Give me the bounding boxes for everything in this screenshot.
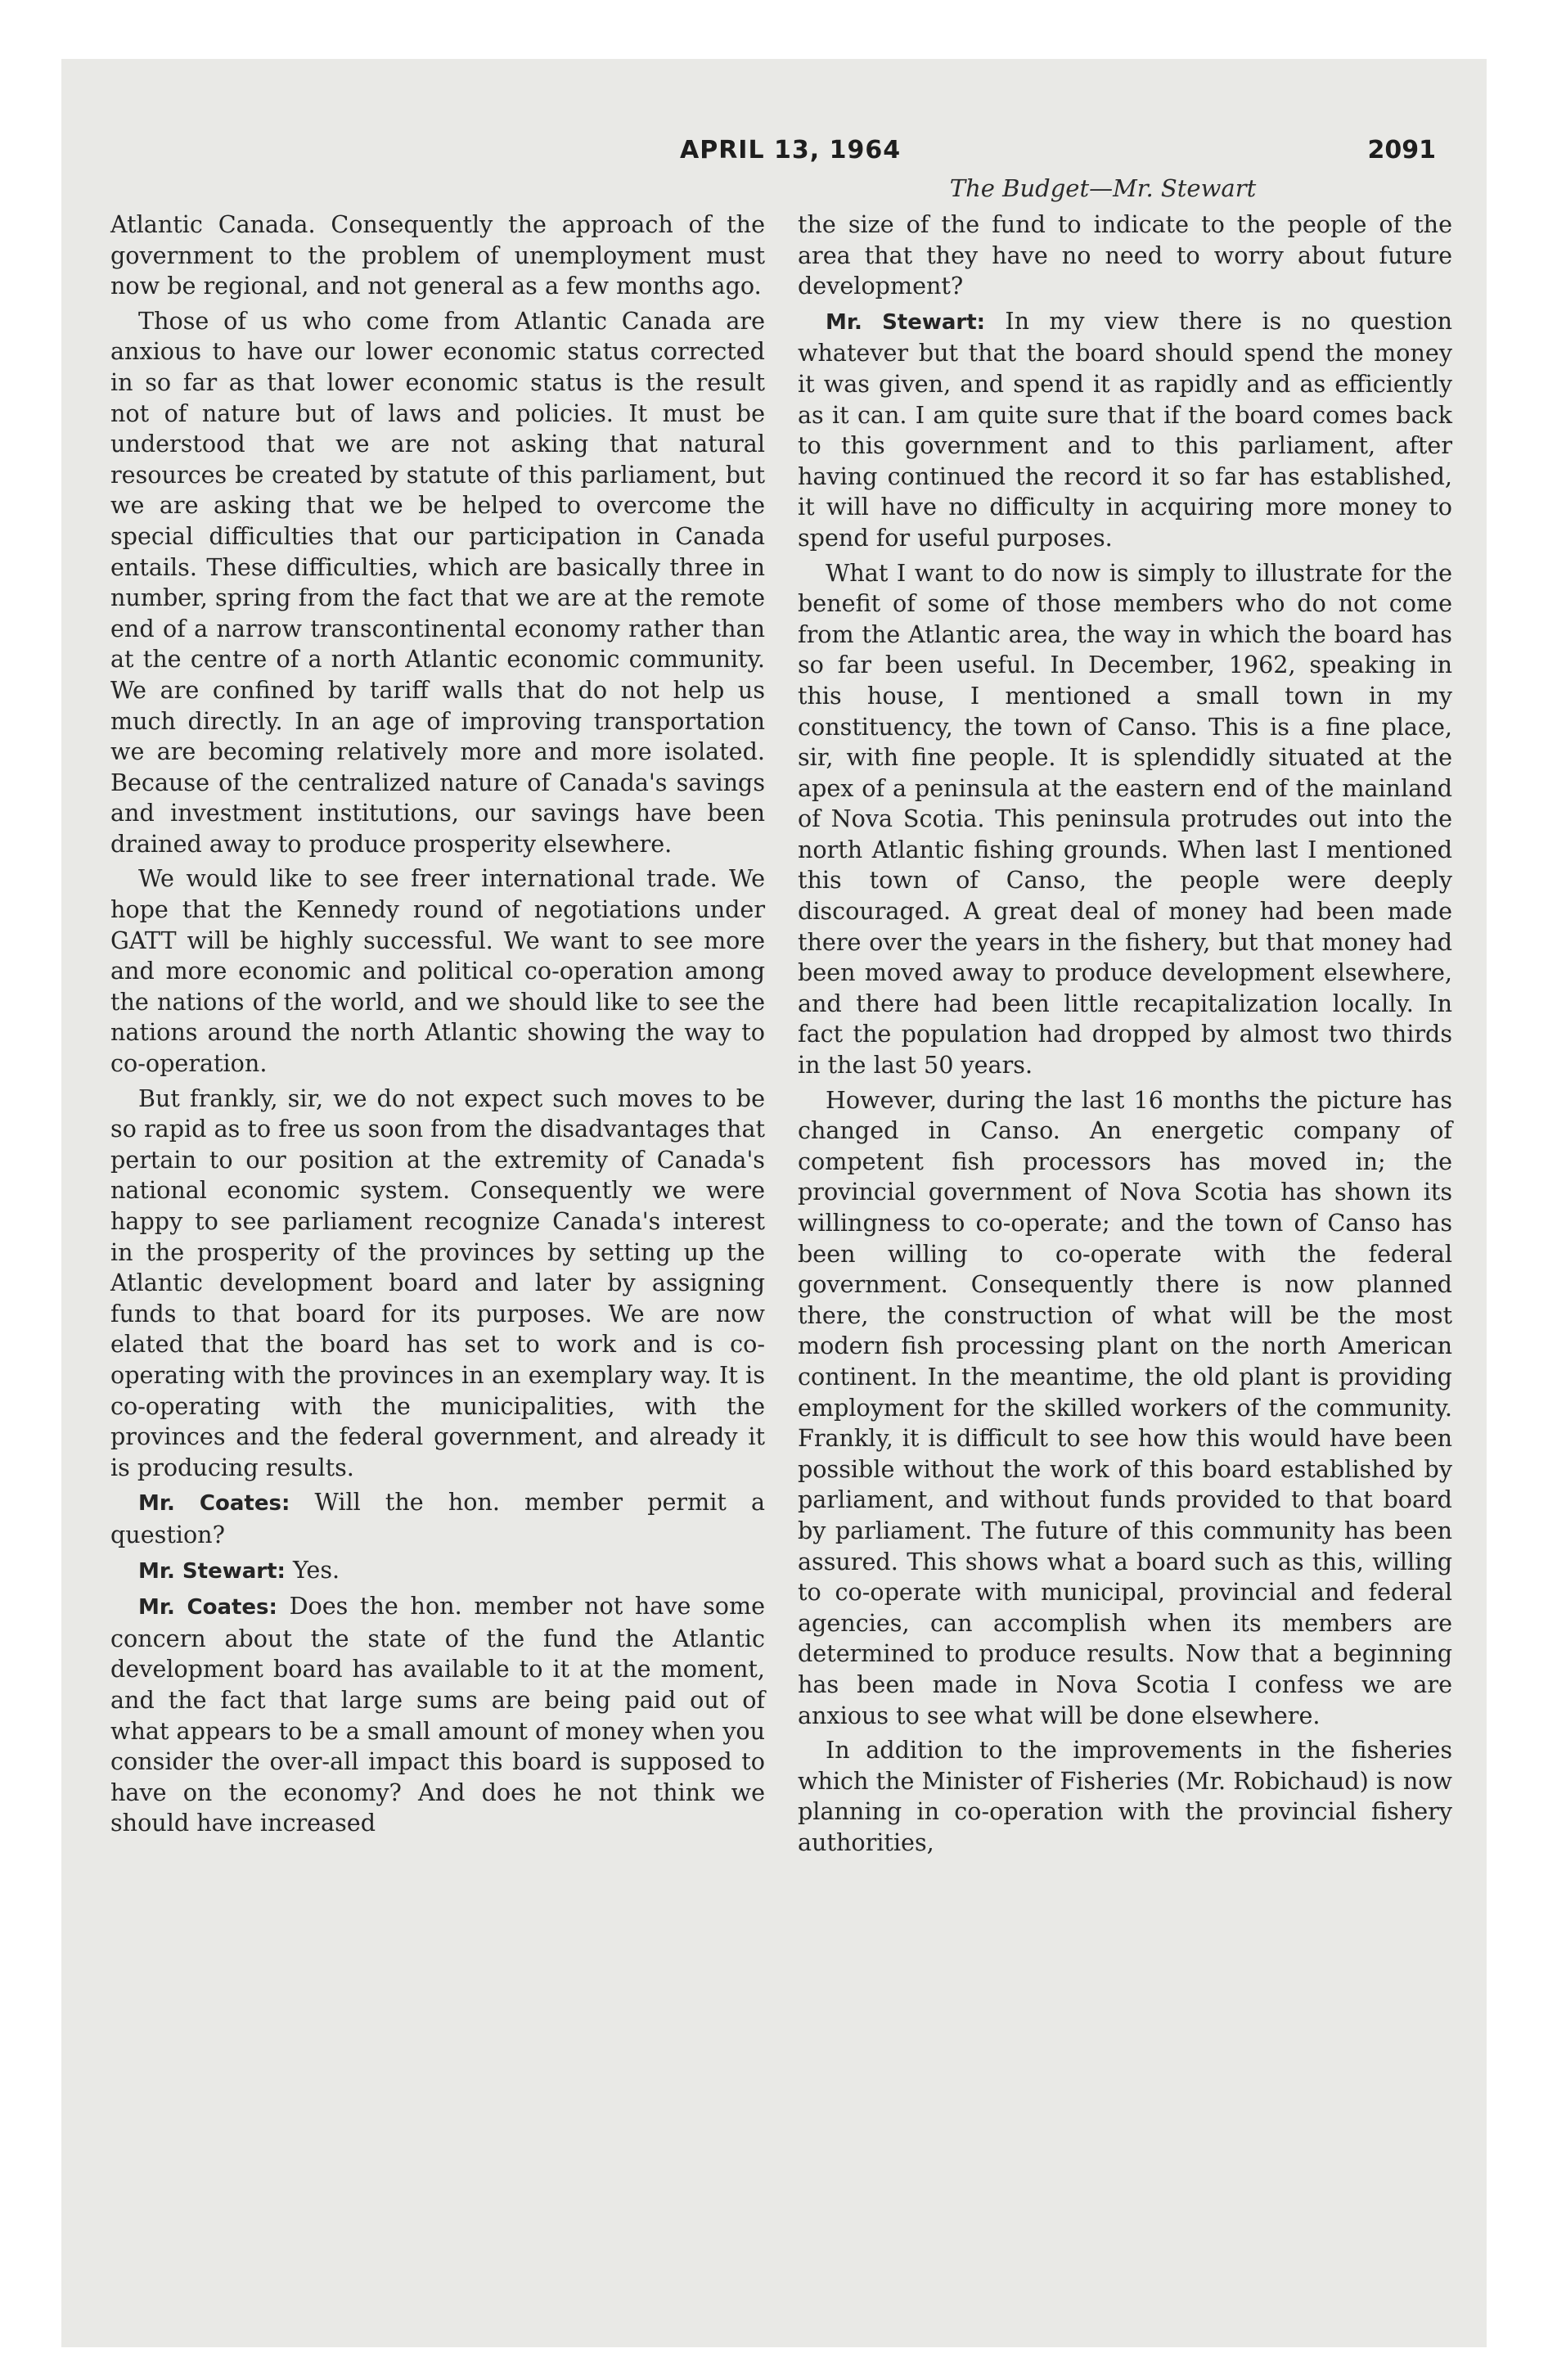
paragraph: But frankly, sir, we do not expect such moves to be so rapid as to free us soon from the disadvantages that pertain to our position at the extremity of Canada's national economic system. Consequently we were happy to see parliament recognize Canada's interest in the prosperity of the provinces by setting up the Atlantic development board and later by assigning funds to that board for its purposes. We are now elated that the board has set to work and is co-operating with the provinces in an exemplary way. It is co-operating with the municipalities, with the provinces and the federal government, and already it is producing results.	[110, 1084, 765, 1481]
speech-paragraph	[110, 1591, 765, 1839]
speech-paragraph	[798, 306, 1452, 554]
speaker-name: Mr. Stewart:	[138, 1558, 286, 1584]
speech-text: Does the hon. member not have some concern about the state of the fund the Atlantic development board has available to it at the moment, and the fact that large sums are being paid out of what appears to be a small amount of money when you consider the over-all impact this board is supposed to have on the economy? And does he not think we should have increased	[110, 1592, 766, 1837]
header-date: APRIL 13, 1964	[680, 136, 902, 165]
speaker-name: Mr. Coates:	[138, 1595, 277, 1620]
speech-text: Will the hon. member permit a question?	[110, 1488, 765, 1548]
page-number: 2091	[1367, 136, 1436, 165]
speech-text: In my view there is no question whatever but that the board should spend the money it was given, and spend it as rapidly and as efficiently as it can. I am quite sure that if the board comes back to this government and to this parliament, after having continued the record it so far has established, it will have no difficulty in acquiring more money to spend for useful purposes.	[798, 306, 1453, 552]
page-sheet	[61, 59, 1487, 2347]
paragraph: We would like to see freer international trade. We hope that the Kennedy round of negotiations under GATT will be highly successful. We want to see more and more economic and political co-operation among the nations of the world, and we should like to see the nations around the north Atlantic showing the way to co-operation.	[110, 864, 765, 1078]
speech-text: Yes.	[285, 1555, 340, 1584]
paragraph: In addition to the improvements in the fisheries which the Minister of Fisheries (Mr. Robichaud) is now planning in co-operation with the provincial fishery authorities,	[798, 1736, 1452, 1856]
speaker-name: Mr. Coates:	[138, 1491, 290, 1517]
page-header	[61, 136, 1487, 172]
speech-paragraph	[110, 1555, 765, 1588]
paragraph: However, during the last 16 months the picture has changed in Canso. An energetic company of competent fish processors has moved in; the provincial government of Nova Scotia has shown its willingness to co-operate; and the town of Canso has been willing to co-operate with the federal government. Consequently there is now planned there, the construction of what will be the most modern fish processing plant on the north American continent. In the meantime, the old plant is providing employment for the skilled workers of the community. Frankly, it is difficult to see how this would have been possible without the work of this board established by parliament, and without funds provided to that board by parliament. The future of this community has been assured. This shows what a board such as this, willing to co-operate with municipal, provincial and federal agencies, can accomplish when its members are determined to produce results. Now that a beginning has been made in Nova Scotia I confess we are anxious to see what will be done elsewhere.	[798, 1085, 1452, 1729]
paragraph: Those of us who come from Atlantic Canada are anxious to have our lower economic status corrected in so far as that lower economic status is the result not of nature but of laws and policies. It must be understood that we are not asking that natural resources be created by statute of this parliament, but we are asking that we be helped to overcome the special difficulties that our participation in Canada entails. These difficulties, which are basically three in number, spring from the fact that we are at the remote end of a narrow transcontinental economy rather than at the centre of a north Atlantic economic community. We are confined by tariff walls that do not help us much directly. In an age of improving transportation we are becoming relatively more and more isolated. Because of the centralized nature of Canada's savings and investment institutions, our savings have been drained away to produce prosperity elsewhere.	[110, 306, 765, 858]
left-column	[110, 210, 765, 1843]
paragraph: Atlantic Canada. Consequently the approach of the government to the problem of unemployment must now be regional, and not general as a few months ago.	[110, 210, 765, 300]
right-column	[798, 210, 1452, 1862]
speech-paragraph	[110, 1487, 765, 1550]
paragraph: What I want to do now is simply to illustrate for the benefit of some of those members who do not come from the Atlantic area, the way in which the board has so far been useful. In December, 1962, speaking in this house, I mentioned a small town in my constituency, the town of Canso. This is a fine place, sir, with fine people. It is splendidly situated at the apex of a peninsula at the eastern end of the mainland of Nova Scotia. This peninsula protrudes out into the north Atlantic fishing grounds. When last I mentioned this town of Canso, the people were deeply discouraged. A great deal of money had been made there over the years in the fishery, but that money had been moved away to produce development elsewhere, and there had been little recapitalization locally. In fact the population had dropped by almost two thirds in the last 50 years.	[798, 558, 1452, 1080]
running-title: The Budget—Mr. Stewart	[949, 174, 1257, 202]
paragraph: the size of the fund to indicate to the people of the area that they have no need to worry about future development?	[798, 210, 1452, 300]
speaker-name: Mr. Stewart:	[826, 309, 986, 335]
